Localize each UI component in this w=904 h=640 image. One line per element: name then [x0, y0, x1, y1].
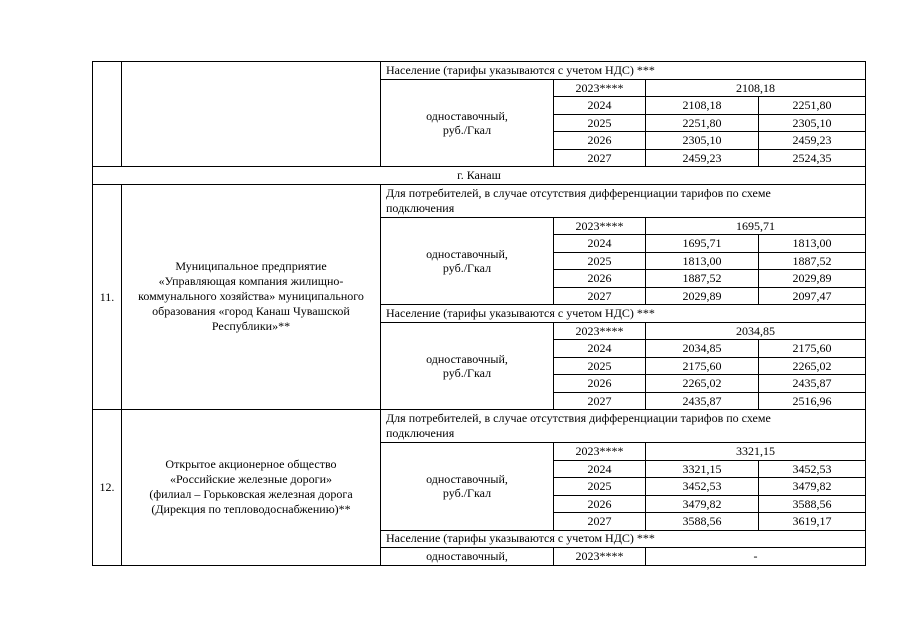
tariff-type-cell: [381, 322, 554, 410]
year-cell: 2025: [554, 114, 646, 132]
value-cell: 2265,02: [759, 357, 866, 375]
value-cell: 3479,82: [646, 495, 759, 513]
value-cell: 2524,35: [759, 149, 866, 167]
value-cell: 2175,60: [646, 357, 759, 375]
year-cell: 2023****: [554, 322, 646, 340]
year-cell: 2023****: [554, 79, 646, 97]
value-cell-merged: 2108,18: [646, 79, 866, 97]
year-cell: 2026: [554, 270, 646, 288]
value-cell: 3479,82: [759, 478, 866, 496]
year-cell: 2023****: [554, 217, 646, 235]
entry-number-cell: 12.: [93, 410, 122, 566]
value-cell: 1813,00: [646, 252, 759, 270]
consumer-group-header: [381, 530, 866, 548]
tariff-type-cell: [381, 443, 554, 531]
tariff-type-line: одноставочный,: [426, 246, 508, 261]
table-row: [93, 167, 866, 185]
year-cell: 2024: [554, 97, 646, 115]
value-cell: 3619,17: [759, 513, 866, 531]
value-cell: 2305,10: [646, 132, 759, 150]
year-cell: 2024: [554, 235, 646, 253]
year-cell: 2027: [554, 287, 646, 305]
value-cell: 2459,23: [646, 149, 759, 167]
value-cell-merged: -: [646, 548, 866, 566]
entry-name-cell: [122, 62, 381, 167]
consumer-group-header: [381, 184, 866, 217]
value-cell: 2435,87: [759, 375, 866, 393]
entry-name-cell: [122, 410, 381, 566]
table-row: [93, 62, 866, 80]
value-cell: 3452,53: [759, 460, 866, 478]
value-cell-merged: 1695,71: [646, 217, 866, 235]
consumer-group-header-line: Для потребителей, в случае отсутствия дифференциации тарифов по схеме: [386, 185, 771, 200]
value-cell: 3588,56: [646, 513, 759, 531]
value-cell: 1813,00: [759, 235, 866, 253]
year-cell: 2027: [554, 392, 646, 410]
consumer-group-header-line: Население (тарифы указываются с учетом НДС) ***: [386, 305, 655, 320]
value-cell: 1887,52: [646, 270, 759, 288]
year-cell: 2024: [554, 340, 646, 358]
value-cell: 2029,89: [646, 287, 759, 305]
value-cell: 2516,96: [759, 392, 866, 410]
year-cell: 2025: [554, 252, 646, 270]
year-cell: 2023****: [554, 443, 646, 461]
value-cell: 2459,23: [759, 132, 866, 150]
consumer-group-header: [381, 305, 866, 323]
entry-name-line: Открытое акционерное общество: [165, 457, 337, 472]
consumer-group-header: [381, 410, 866, 443]
entry-name-line: Республики»**: [211, 319, 291, 334]
value-cell: 1695,71: [646, 235, 759, 253]
value-cell: 2305,10: [759, 114, 866, 132]
tariff-type-line: одноставочный,: [426, 351, 508, 366]
entry-name-line: «Российские железные дороги»: [170, 472, 332, 487]
consumer-group-header-line: Население (тарифы указываются с учетом НДС) ***: [386, 62, 655, 77]
year-cell: 2026: [554, 375, 646, 393]
table-row: [93, 410, 866, 443]
value-cell: 3452,53: [646, 478, 759, 496]
year-cell: 2026: [554, 495, 646, 513]
tariff-type-line: руб./Гкал: [442, 122, 492, 137]
year-cell: 2025: [554, 357, 646, 375]
tariff-type-line: одноставочный,: [426, 549, 508, 564]
tariff-table: [92, 61, 866, 566]
tariff-type-line: одноставочный,: [426, 108, 508, 123]
year-cell: 2027: [554, 513, 646, 531]
table-row: [93, 184, 866, 217]
tariff-type-line: одноставочный,: [426, 472, 508, 487]
consumer-group-header-line: Для потребителей, в случае отсутствия дифференциации тарифов по схеме: [386, 411, 771, 425]
consumer-group-header-line: подключения: [386, 426, 455, 440]
city-row: г. Канаш: [93, 167, 866, 185]
tariff-type-cell: [381, 548, 554, 566]
value-cell: 2108,18: [646, 97, 759, 115]
entry-name-line: (Дирекция по тепловодоснабжению)**: [151, 502, 351, 517]
value-cell: 2097,47: [759, 287, 866, 305]
tariff-type-cell: [381, 79, 554, 167]
value-cell: 1887,52: [759, 252, 866, 270]
entry-name-line: «Управляющая компания жилищно-: [158, 274, 344, 289]
entry-name-line: (филиал – Горьковская железная дорога: [149, 487, 353, 502]
tariff-type-line: руб./Гкал: [442, 365, 492, 380]
entry-name-line: коммунального хозяйства» муниципального: [138, 289, 364, 304]
year-cell: 2026: [554, 132, 646, 150]
value-cell: 3588,56: [759, 495, 866, 513]
year-cell: 2024: [554, 460, 646, 478]
value-cell: 2251,80: [646, 114, 759, 132]
tariff-type-cell: [381, 217, 554, 305]
year-cell: 2027: [554, 149, 646, 167]
value-cell-merged: 2034,85: [646, 322, 866, 340]
tariff-type-line: руб./Гкал: [442, 260, 492, 275]
year-cell: 2023****: [554, 548, 646, 566]
entry-name-cell: [122, 184, 381, 410]
value-cell: 2034,85: [646, 340, 759, 358]
consumer-group-header-line: Население (тарифы указываются с учетом НДС) ***: [386, 531, 655, 546]
consumer-group-header: [381, 62, 866, 80]
value-cell: 2251,80: [759, 97, 866, 115]
value-cell: 2265,02: [646, 375, 759, 393]
value-cell: 2435,87: [646, 392, 759, 410]
year-cell: 2025: [554, 478, 646, 496]
value-cell-merged: 3321,15: [646, 443, 866, 461]
consumer-group-header-line: подключения: [386, 200, 455, 215]
entry-number-cell: [93, 62, 122, 167]
value-cell: 2029,89: [759, 270, 866, 288]
tariff-type-line: руб./Гкал: [442, 486, 492, 501]
entry-number-cell: 11.: [93, 184, 122, 410]
value-cell: 2175,60: [759, 340, 866, 358]
entry-name-line: Муниципальное предприятие: [175, 259, 327, 274]
entry-name-line: образования «город Канаш Чувашской: [152, 304, 350, 319]
value-cell: 3321,15: [646, 460, 759, 478]
